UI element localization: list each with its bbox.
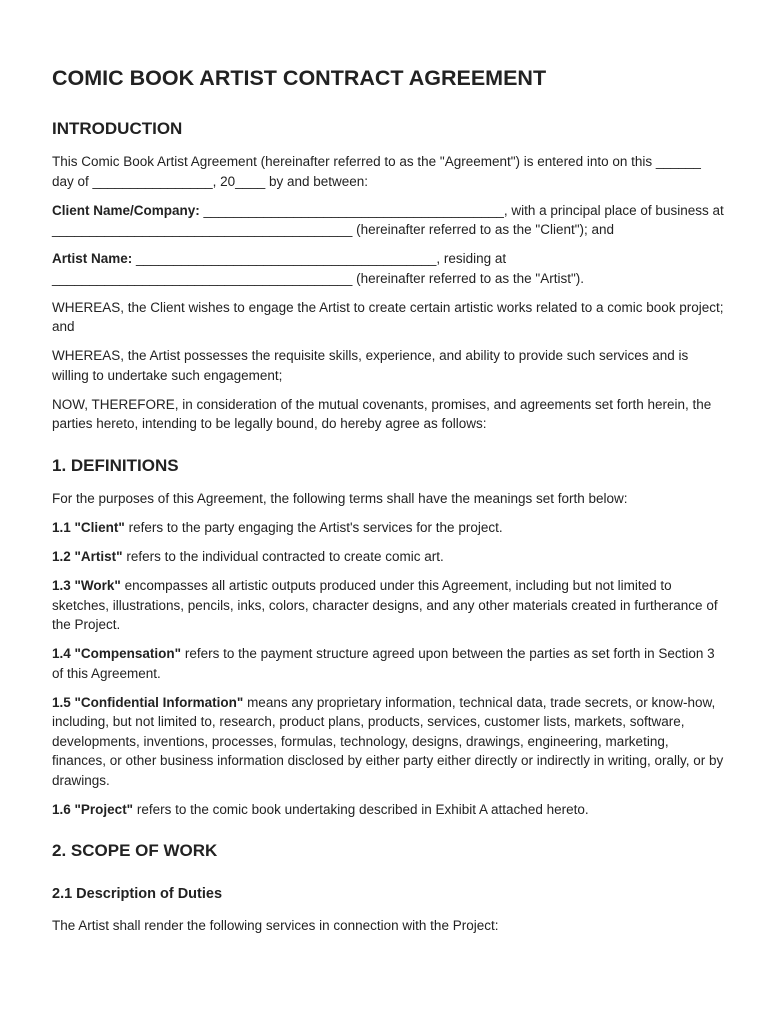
definition-term: 1.5 "Confidential Information" (52, 694, 244, 710)
client-paragraph (52, 201, 726, 240)
definition-text: refers to the party engaging the Artist's services for the project. (124, 520, 503, 536)
definitions-heading: 1. DEFINITIONS (52, 455, 179, 475)
definition-text: refers to the comic book undertaking described in Exhibit A attached hereto. (133, 801, 589, 817)
opening-paragraph: This Comic Book Artist Agreement (hereinafter referred to as the "Agreement") is entered into on this ______ day of ________________, 20____ by and between: (52, 154, 701, 189)
definition-term: 1.1 "Client" (52, 520, 125, 536)
document-title: COMIC BOOK ARTIST CONTRACT AGREEMENT (52, 66, 547, 90)
definition-item (52, 693, 726, 791)
definition-term: 1.2 "Artist" (52, 549, 123, 565)
duties-paragraph: The Artist shall render the following services in connection with the Project: (52, 917, 499, 933)
whereas-paragraph-2: WHEREAS, the Artist possesses the requisite skills, experience, and ability to provide such services and is willing to undertake such engagement; (52, 348, 689, 383)
definition-item (52, 576, 726, 635)
definition-term: 1.6 "Project" (52, 801, 134, 817)
whereas-paragraph-1: WHEREAS, the Client wishes to engage the Artist to create certain artistic works related to a comic book project; and (52, 299, 724, 335)
definition-text: refers to the individual contracted to create comic art. (122, 549, 444, 565)
definition-item (52, 518, 726, 538)
definition-text: encompasses all artistic outputs produced under this Agreement, including but not limited to sketches, illustrations, pencils, inks, colors, character designs, and any other materials created in furtherance of the Project. (52, 578, 718, 633)
definition-text: refers to the payment structure agreed upon between the parties as set forth in Section 3 of this Agreement. (52, 646, 715, 681)
definition-term: 1.3 "Work" (52, 578, 121, 594)
definition-item (52, 644, 726, 683)
scope-heading: 2. SCOPE OF WORK (52, 841, 218, 861)
definition-item (52, 800, 726, 820)
artist-paragraph (52, 249, 726, 288)
definition-item (52, 547, 726, 567)
introduction-heading: INTRODUCTION (52, 118, 183, 138)
artist-text: ________________________________________, residing at ________________________________________ (hereinafter referred to as the "Artist"). (52, 251, 584, 286)
client-text: ________________________________________, with a principal place of business at ________________________________________ (hereinafter referred to as the "Client"); and (52, 202, 724, 238)
artist-label: Artist Name: (52, 251, 133, 267)
client-label: Client Name/Company: (52, 202, 200, 218)
duties-subheading: 2.1 Description of Duties (52, 886, 223, 903)
definitions-intro: For the purposes of this Agreement, the following terms shall have the meanings set forth below: (52, 491, 628, 507)
definition-term: 1.4 "Compensation" (52, 646, 182, 662)
now-therefore-paragraph: NOW, THEREFORE, in consideration of the mutual covenants, promises, and agreements set forth herein, the parties hereto, intending to be legally bound, do hereby agree as follows: (52, 396, 712, 432)
definition-text: means any proprietary information, technical data, trade secrets, or know-how, including, but not limited to, research, product plans, products, services, customer lists, markets, software, developments, inventions, processes, formulas, technology, designs, drawings, engineering, marketing, finances, or other business information disclosed by either party either directly or indirectly in writing, orally, or by drawings. (52, 694, 724, 788)
